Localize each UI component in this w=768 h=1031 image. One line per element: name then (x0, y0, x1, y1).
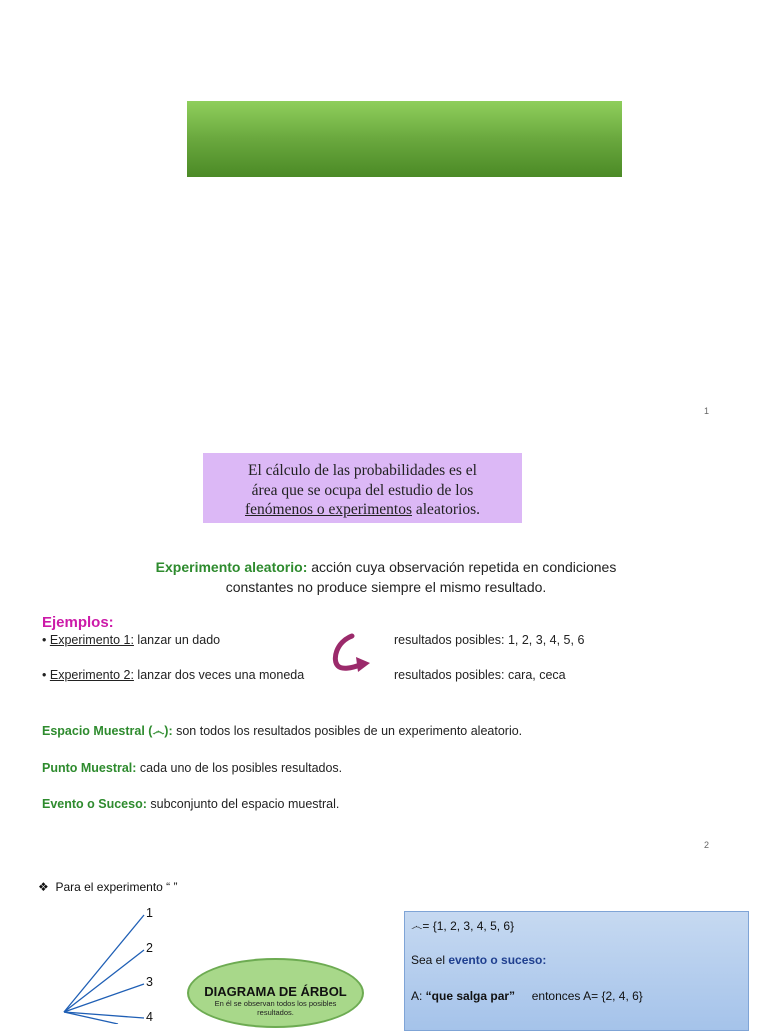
title-banner (187, 101, 622, 177)
event-a-label: A: (411, 989, 426, 1003)
event-intro-term: evento o suceso: (448, 953, 547, 967)
example-bullet: • (42, 668, 50, 682)
sample-point-term: Punto Muestral: (42, 761, 137, 775)
random-experiment-text-1: acción cuya observación repetida en condiciones (307, 559, 617, 575)
event-term: Evento o Suceso: (42, 797, 147, 811)
event-a-set: entonces A= {2, 4, 6} (515, 989, 643, 1003)
curved-arrow-icon (330, 632, 376, 674)
definition-box (203, 453, 522, 523)
example-label: Experimento 2: (49, 668, 134, 682)
sample-space-panel (404, 911, 749, 1031)
tree-outcome: 1 (146, 906, 153, 920)
example-2-results: resultados posibles: cara, ceca (394, 668, 566, 682)
event-intro (411, 953, 546, 967)
event-a-description: “que salga par” (425, 989, 516, 1003)
diamond-bullet-icon: ❖ (38, 880, 49, 894)
sample-space-term: Espacio Muestral (෴): (42, 724, 173, 738)
tree-diagram-callout (187, 958, 364, 1028)
diagram-subtitle: En él se observan todos los posibles resultados. (214, 999, 337, 1017)
example-bullet: • (42, 633, 50, 647)
event-intro-text: Sea el (411, 953, 449, 967)
event-definition (42, 797, 339, 811)
definition-underlined: fenómenos o experimentos (244, 501, 412, 518)
example-2 (42, 668, 304, 682)
event-a (411, 989, 643, 1003)
example-label: Experimento 1: (49, 633, 134, 647)
tree-outcome: 3 (146, 975, 153, 989)
random-experiment-term: Experimento aleatorio: (155, 559, 308, 575)
random-experiment-text-2: constantes no produce siempre el mismo resultado. (225, 578, 547, 595)
sample-point-definition (42, 761, 342, 775)
experiment-intro-text: Para el experimento “ ” (55, 880, 178, 894)
event-text: subconjunto del espacio muestral. (146, 797, 340, 811)
example-1-results: resultados posibles: 1, 2, 3, 4, 5, 6 (394, 633, 585, 647)
experiment-intro (38, 880, 178, 894)
tree-outcome: 4 (146, 1010, 153, 1024)
page-number-2: 2 (704, 840, 710, 850)
example-text: lanzar un dado (133, 633, 221, 647)
sample-space-set: ෴= {1, 2, 3, 4, 5, 6} (411, 919, 515, 933)
tree-outcome: 2 (146, 941, 153, 955)
tree-branch-2 (64, 950, 144, 1012)
sample-space-definition (42, 724, 522, 739)
example-text: lanzar dos veces una moneda (133, 668, 305, 682)
example-1 (42, 633, 220, 647)
random-experiment-definition (100, 558, 672, 597)
definition-line-1: El cálculo de las probabilidades es el (248, 462, 477, 479)
definition-line-2: área que se ocupa del estudio de los (251, 481, 474, 499)
definition-line-3 (203, 500, 522, 520)
sample-space-text: son todos los resultados posibles de un experimento aleatorio. (172, 724, 523, 738)
tree-diagram-lines (58, 910, 150, 1024)
page-number-1: 1 (704, 406, 710, 416)
examples-title: Ejemplos: (42, 614, 114, 631)
definition-line-3-rest: aleatorios. (412, 501, 481, 518)
sample-point-text: cada uno de los posibles resultados. (136, 761, 343, 775)
diagram-title: DIAGRAMA DE ÁRBOL (204, 984, 347, 999)
